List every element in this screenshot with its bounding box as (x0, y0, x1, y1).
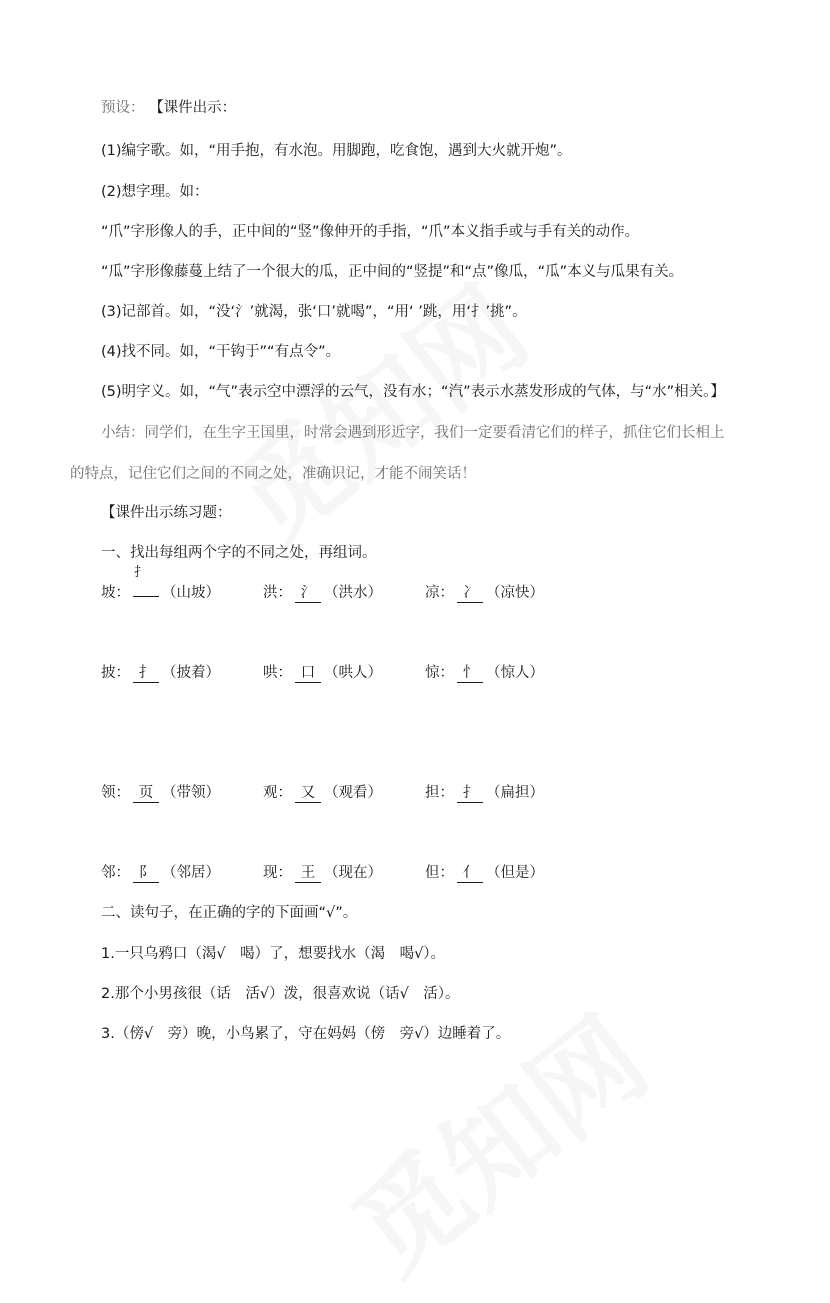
zhua-explanation: “爪”字形像人的手，正中间的“竖”像伸开的手指，“爪”本义指手或与手有关的动作。 (101, 224, 640, 240)
exercise-blank (133, 596, 159, 597)
method-2: (2)想字理。如： (101, 184, 209, 200)
exercise-word: （邻居） (162, 865, 220, 881)
exercise-char: 领： (101, 785, 130, 801)
exercise-word: （观看） (324, 785, 382, 801)
gua-explanation: “瓜”字形像藤蔓上结了一个很大的瓜，正中间的“竖提”和“点”像瓜，“瓜”本义与瓜果有关。 (101, 264, 684, 280)
exercise-word: （哄人） (324, 665, 382, 681)
method-1: (1)编字歌。如，“用手抱，有水泡。用脚跑，吃食饱，遇到大火就开炮”。 (101, 143, 572, 159)
method-3: (3)记部首。如，“没‘氵’就渴，张‘口’就喝”，“用‘ ’跳，用‘扌’挑”。 (101, 304, 527, 320)
watermark (196, 245, 553, 573)
exercise-char: 坡： (101, 585, 130, 601)
exercise-word: （惊人） (486, 665, 544, 681)
summary-line-2: 的特点，记住它们之间的不同之处，准确识记，才能不闹笑话！ (70, 466, 476, 482)
preset-line (101, 98, 236, 118)
exercise-item (101, 783, 220, 803)
exercise-blank: 阝 (133, 865, 159, 883)
exercise-char: 邻： (101, 865, 130, 881)
exercise-item (425, 783, 544, 803)
sentence-2: 2.那个小男孩很（话 活√）泼，很喜欢说（话√ 活）。 (101, 986, 460, 1002)
exercise-item (101, 583, 220, 603)
section-one-title: 一、找出每组两个字的不同之处，再组词。 (101, 545, 377, 561)
exercise-blank: 冫 (457, 585, 483, 603)
exercise-word: （但是） (486, 865, 544, 881)
exercise-item (425, 663, 544, 683)
exercise-word: （带领） (162, 785, 220, 801)
courseware-start: 【课件出示： (149, 100, 237, 116)
exercise-blank: 氵 (295, 585, 321, 603)
exercise-word: （披着） (162, 665, 220, 681)
handwritten-mark: 扌 (134, 565, 148, 580)
section-two-title: 二、读句子，在正确的字的下面画“√”。 (101, 905, 358, 921)
exercise-char: 现： (263, 865, 292, 881)
exercise-item (263, 663, 382, 683)
exercise-char: 哄： (263, 665, 292, 681)
sentence-1: 1.一只乌鸦口（渴√ 喝）了，想要找水（渴 喝√）。 (101, 946, 446, 962)
exercise-item (101, 863, 220, 883)
exercise-word: （现在） (324, 865, 382, 881)
exercise-blank: 亻 (457, 865, 483, 883)
exercise-blank: 页 (133, 785, 159, 803)
sentence-3: 3.（傍√ 旁）晚，小鸟累了，守在妈妈（傍 旁√）边睡着了。 (101, 1026, 511, 1042)
exercise-word: （洪水） (324, 585, 382, 601)
exercise-word: （扁担） (486, 785, 544, 801)
exercise-item (425, 583, 544, 603)
exercise-char: 披： (101, 665, 130, 681)
exercise-word: （凉快） (486, 585, 544, 601)
exercise-char: 观： (263, 785, 292, 801)
exercise-item (263, 783, 382, 803)
method-4: (4)找不同。如，“干钩于”“有点令”。 (101, 344, 341, 360)
exercise-word: （山坡） (162, 585, 220, 601)
exercise-char: 凉： (425, 585, 454, 601)
exercise-char: 惊： (425, 665, 454, 681)
exercise-header: 【课件出示练习题： (101, 505, 232, 521)
preset-label: 预设： (101, 100, 145, 116)
exercise-blank: 又 (295, 785, 321, 803)
exercise-item (263, 863, 382, 883)
exercise-char: 洪： (263, 585, 292, 601)
exercise-item (263, 583, 382, 603)
exercise-blank: 王 (295, 865, 321, 883)
exercise-char: 担： (425, 785, 454, 801)
exercise-blank: 扌 (457, 785, 483, 803)
summary-line-1: 小结：同学们，在生字王国里，时常会遇到形近字，我们一定要看清它们的样子，抓住它们长相上 (101, 425, 725, 441)
exercise-blank: 口 (295, 665, 321, 683)
exercise-char: 但： (425, 865, 454, 881)
method-5: (5)明字义。如，“气”表示空中漂浮的云气，没有水；“汽”表示水蒸发形成的气体，与“水”相关。】 (101, 384, 725, 400)
exercise-blank: 忄 (457, 665, 483, 683)
exercise-item (101, 663, 220, 683)
exercise-item (425, 863, 544, 883)
exercise-blank: 扌 (133, 665, 159, 683)
